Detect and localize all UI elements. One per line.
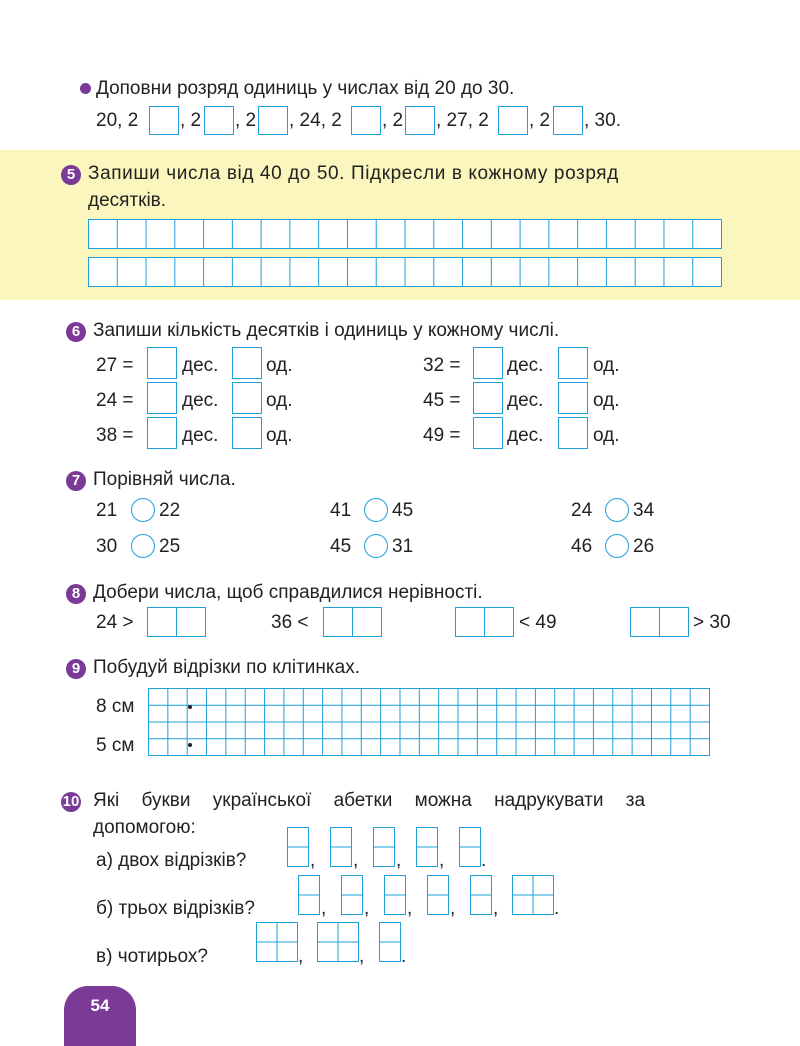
compare-left: 46 [571,536,593,557]
tens-box[interactable] [147,382,177,414]
number-label: 24 = [96,390,134,411]
segment-label: 8 см [96,696,135,717]
answer-box[interactable] [204,106,234,135]
separator: , [298,946,304,967]
letter-template[interactable] [459,827,481,867]
compare-circle[interactable] [605,498,629,522]
tens-box[interactable] [473,417,503,449]
sequence-part: , 2 [529,110,551,131]
compare-circle[interactable] [364,498,388,522]
letter-template[interactable] [341,875,363,915]
answer-box[interactable] [498,106,528,135]
separator: , [353,850,359,871]
task10-a-label: а) двох відрізків? [96,850,247,871]
segment-grid[interactable] [148,688,710,756]
compare-left: 24 [571,500,593,521]
letter-template[interactable] [298,875,320,915]
compare-right: 34 [633,500,655,521]
letter-template[interactable] [512,875,554,915]
digit-box[interactable] [176,607,206,637]
units-label: од. [593,355,620,376]
digit-box[interactable] [147,607,177,637]
period: . [554,898,560,919]
separator: , [407,898,413,919]
compare-left: 30 [96,536,118,557]
number-label: 49 = [423,425,461,446]
task8-instruction: Добери числа, щоб справдилися нерівності. [93,582,483,603]
units-box[interactable] [558,417,588,449]
compare-right: 31 [392,536,414,557]
tens-box[interactable] [147,347,177,379]
inequality-left: 36 < [271,612,309,633]
units-box[interactable] [232,382,262,414]
task-number-badge: 8 [66,584,86,604]
separator: , [359,946,365,967]
digit-box[interactable] [455,607,485,637]
digit-box[interactable] [352,607,382,637]
units-label: од. [266,355,293,376]
task-number-badge: 9 [66,659,86,679]
task-number-badge: 6 [66,322,86,342]
units-label: од. [266,425,293,446]
sequence-part: , 2 [235,110,257,131]
sequence-part: , 2 [382,110,404,131]
tens-label: дес. [182,355,219,376]
letter-template[interactable] [427,875,449,915]
compare-left: 41 [330,500,352,521]
start-point-icon [188,743,192,747]
compare-circle[interactable] [605,534,629,558]
separator: , [450,898,456,919]
sequence-part: , 2 [180,110,202,131]
letter-template[interactable] [287,827,309,867]
start-point-icon [188,705,192,709]
tens-label: дес. [507,425,544,446]
task-number-badge: 7 [66,471,86,491]
inequality-right: < 49 [519,612,557,633]
tens-label: дес. [507,390,544,411]
number-label: 32 = [423,355,461,376]
inequality-right: > 30 [693,612,731,633]
period: . [481,850,487,871]
tens-label: дес. [182,390,219,411]
writing-grid[interactable] [88,219,722,287]
bullet-icon [80,83,91,94]
sequence-part: , 27, 2 [436,110,489,131]
compare-left: 21 [96,500,118,521]
tens-box[interactable] [473,347,503,379]
units-box[interactable] [232,417,262,449]
letter-template[interactable] [330,827,352,867]
letter-template[interactable] [384,875,406,915]
segment-label: 5 см [96,735,135,756]
digit-box[interactable] [630,607,660,637]
units-box[interactable] [558,347,588,379]
task5-text: Запиши числа від 40 до 50. Підкресли в кожному розряд [88,163,619,184]
answer-box[interactable] [351,106,381,135]
task10-text: Які букви української абетки можна надрукувати за [93,790,646,811]
compare-circle[interactable] [131,498,155,522]
task9-instruction: Побудуй відрізки по клітинках. [93,657,360,678]
task10-c-label: в) чотирьох? [96,946,208,967]
intro-instruction: Доповни розряд одиниць у числах від 20 до 30. [96,78,515,99]
inequality-left: 24 > [96,612,134,633]
sequence-part: , 30. [584,110,621,131]
answer-box[interactable] [553,106,583,135]
answer-box[interactable] [405,106,435,135]
tens-box[interactable] [147,417,177,449]
compare-circle[interactable] [364,534,388,558]
tens-label: дес. [182,425,219,446]
units-label: од. [593,425,620,446]
units-label: од. [266,390,293,411]
separator: , [439,850,445,871]
letter-template[interactable] [317,922,359,962]
units-label: од. [593,390,620,411]
separator: , [310,850,316,871]
answer-box[interactable] [149,106,179,135]
task10-text: допомогою: [93,817,196,838]
letter-template[interactable] [470,875,492,915]
separator: , [396,850,402,871]
task10-b-label: б) трьох відрізків? [96,898,255,919]
separator: , [493,898,499,919]
compare-right: 22 [159,500,181,521]
digit-box[interactable] [659,607,689,637]
letter-template[interactable] [416,827,438,867]
separator: , [364,898,370,919]
answer-box[interactable] [258,106,288,135]
units-box[interactable] [232,347,262,379]
task7-instruction: Порівняй числа. [93,469,236,490]
digit-box[interactable] [484,607,514,637]
units-box[interactable] [558,382,588,414]
number-label: 27 = [96,355,134,376]
number-label: 45 = [423,390,461,411]
letter-template[interactable] [256,922,298,962]
sequence-part: 20, 2 [96,110,139,131]
letter-template[interactable] [379,922,401,962]
task-number-badge: 10 [62,793,80,810]
task6-instruction: Запиши кількість десятків і одиниць у кожному числі. [93,320,560,341]
compare-right: 26 [633,536,655,557]
compare-left: 45 [330,536,352,557]
compare-circle[interactable] [131,534,155,558]
sequence-part: , 24, 2 [289,110,342,131]
number-label: 38 = [96,425,134,446]
digit-box[interactable] [323,607,353,637]
tens-label: дес. [507,355,544,376]
period: . [401,946,407,967]
tens-box[interactable] [473,382,503,414]
letter-template[interactable] [373,827,395,867]
compare-right: 45 [392,500,414,521]
page-number: 54 [64,986,136,1046]
compare-right: 25 [159,536,181,557]
task-number-badge: 5 [61,165,81,185]
task5-text: десятків. [88,190,167,211]
separator: , [321,898,327,919]
